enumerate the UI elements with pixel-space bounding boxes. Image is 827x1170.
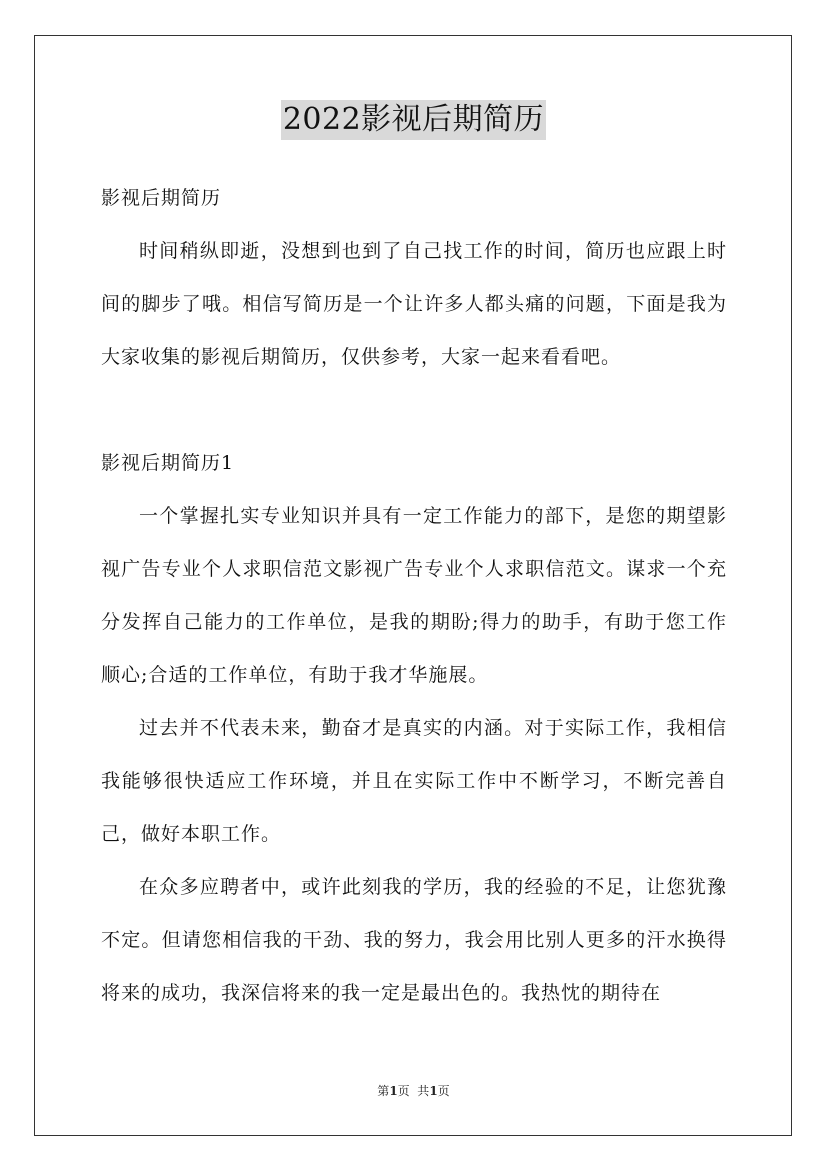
footer-page-total: 1 [429, 1084, 438, 1098]
document-body [101, 172, 727, 1020]
section1-paragraph-2: 过去并不代表未来，勤奋才是真实的内涵。对于实际工作，我相信我能够很快适应工作环境，并且在实际工作中不断学习，不断完善自己，做好本职工作。 [101, 717, 727, 845]
section1-heading: 影视后期简历1 [101, 452, 235, 474]
section1-paragraph-3: 在众多应聘者中，或许此刻我的学历，我的经验的不足，让您犹豫不定。但请您相信我的干劲、我的努力，我会用比别人更多的汗水换得将来的成功，我深信将来的我一定是最出色的。我热忱的期待在 [101, 876, 727, 1004]
document-title: 2022影视后期简历 [281, 100, 546, 140]
footer-page-current: 1 [389, 1084, 398, 1098]
footer-page-mid: 页 共 [397, 1084, 430, 1098]
section1-paragraph-1: 一个掌握扎实专业知识并具有一定工作能力的部下，是您的期望影视广告专业个人求职信范文影视广告专业个人求职信范文。谋求一个充分发挥自己能力的工作单位，是我的期盼;得力的助手，有助于您工作顺心;合适的工作单位，有助于我才华施展。 [101, 505, 727, 686]
intro-paragraph: 时间稍纵即逝，没想到也到了自己找工作的时间，简历也应跟上时间的脚步了哦。相信写简历是一个让许多人都头痛的问题，下面是我为大家收集的影视后期简历，仅供参考，大家一起来看看吧。 [101, 240, 727, 368]
page-footer [0, 1082, 827, 1100]
title-container [0, 100, 827, 140]
intro-heading: 影视后期简历 [101, 187, 222, 209]
footer-page-prefix: 第 [377, 1084, 390, 1098]
footer-page-suffix: 页 [437, 1084, 450, 1098]
